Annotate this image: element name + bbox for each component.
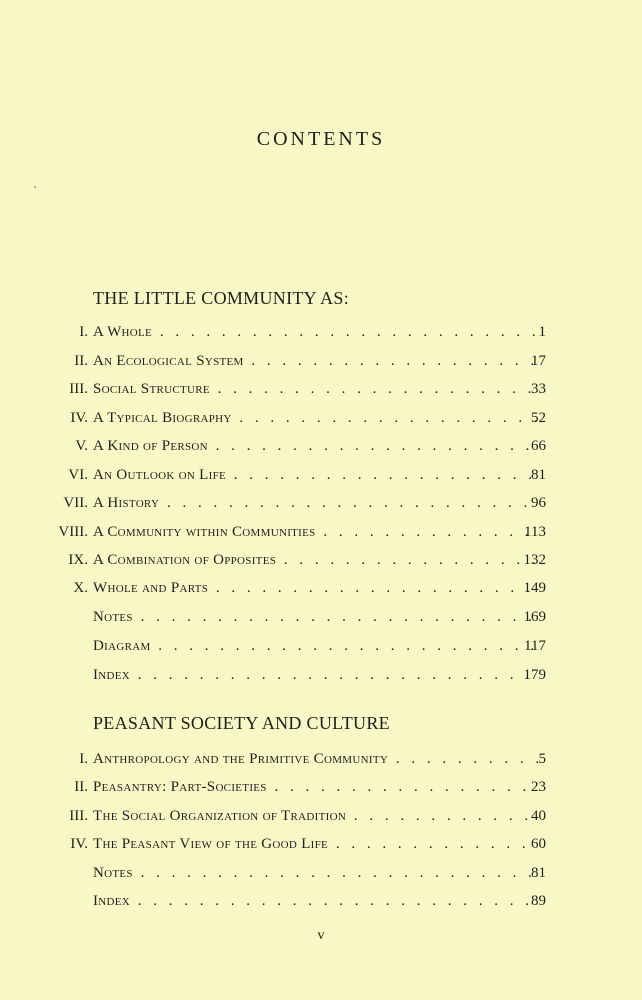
chapter-title: Peasantry: Part-Societies . . .	[93, 779, 538, 796]
toc-entry[interactable]	[0, 808, 642, 830]
chapter-title: An Ecological System . . .	[93, 353, 538, 370]
chapter-number: IX.	[68, 552, 88, 568]
toc-entry[interactable]	[0, 751, 642, 773]
chapter-title: Whole and Parts . . .	[93, 580, 538, 597]
toc-entry[interactable]	[0, 638, 642, 660]
chapter-title: A Kind of Person . . .	[93, 438, 538, 455]
chapter-title: A Community within Communities . . .	[93, 524, 538, 541]
toc-entry[interactable]	[0, 779, 642, 801]
page-number: 40	[531, 808, 546, 824]
chapter-number: III.	[69, 381, 88, 397]
toc-entry[interactable]	[0, 353, 642, 375]
chapter-title: A History . . .	[93, 495, 538, 512]
page-number: 169	[523, 609, 546, 625]
toc-entry[interactable]	[0, 438, 642, 460]
chapter-number: II.	[74, 779, 88, 795]
toc-entry[interactable]	[0, 410, 642, 432]
chapter-number: I.	[79, 324, 88, 340]
page-number: 132	[523, 552, 546, 568]
page-number: 113	[524, 524, 546, 540]
chapter-title: An Outlook on Life . . .	[93, 467, 538, 484]
chapter-number: V.	[75, 438, 88, 454]
chapter-title: A Whole . . .	[93, 324, 538, 341]
page-title: CONTENTS	[256, 128, 386, 150]
page-number: 60	[531, 836, 546, 852]
page-number: 81	[531, 865, 546, 881]
page-number: 66	[531, 438, 546, 454]
page-number: 17	[531, 353, 546, 369]
toc-entry[interactable]	[0, 324, 642, 346]
chapter-number: IV.	[70, 410, 88, 426]
toc-entry[interactable]	[0, 381, 642, 403]
page-number: 33	[531, 381, 546, 397]
page-number: 89	[531, 893, 546, 909]
toc-entry[interactable]	[0, 495, 642, 517]
chapter-title: Notes . . .	[93, 865, 538, 882]
page-number: 96	[531, 495, 546, 511]
toc-entry[interactable]	[0, 609, 642, 631]
chapter-title: The Peasant View of the Good Life . . .	[93, 836, 538, 853]
chapter-number: VII.	[63, 495, 88, 511]
chapter-title: A Combination of Opposites . . .	[93, 552, 538, 569]
page-number: 81	[531, 467, 546, 483]
toc-entry[interactable]	[0, 552, 642, 574]
chapter-number: IV.	[70, 836, 88, 852]
chapter-title: Index . . .	[93, 893, 538, 910]
page-number: 149	[523, 580, 546, 596]
chapter-title: Index . . .	[93, 667, 538, 684]
chapter-title: A Typical Biography . . .	[93, 410, 538, 427]
chapter-number: III.	[69, 808, 88, 824]
page-number: 5	[538, 751, 546, 767]
part-heading: PEASANT SOCIETY AND CULTURE	[93, 713, 390, 733]
page-number: 117	[524, 638, 546, 654]
toc-entry[interactable]	[0, 893, 642, 915]
page-folio: v	[317, 928, 325, 943]
chapter-number: II.	[74, 353, 88, 369]
toc-entry[interactable]	[0, 524, 642, 546]
page-number: 1	[538, 324, 546, 340]
page-number: 179	[523, 667, 546, 683]
chapter-number: I.	[79, 751, 88, 767]
chapter-title: Anthropology and the Primitive Community . . .	[93, 751, 538, 768]
page-number: 23	[531, 779, 546, 795]
chapter-title: Social Structure . . .	[93, 381, 538, 398]
chapter-number: X.	[73, 580, 88, 596]
chapter-title: Diagram . . .	[93, 638, 538, 655]
toc-entry[interactable]	[0, 667, 642, 689]
toc-entry[interactable]	[0, 467, 642, 489]
chapter-title: Notes . . .	[93, 609, 538, 626]
toc-entry[interactable]	[0, 580, 642, 602]
chapter-number: VI.	[68, 467, 88, 483]
chapter-title: The Social Organization of Tradition . . .	[93, 808, 538, 825]
toc-entry[interactable]	[0, 865, 642, 887]
page-number: 52	[531, 410, 546, 426]
toc-entry[interactable]	[0, 836, 642, 858]
chapter-number: VIII.	[58, 524, 88, 540]
paper-speck	[34, 186, 36, 188]
part-heading: THE LITTLE COMMUNITY AS:	[93, 288, 350, 308]
